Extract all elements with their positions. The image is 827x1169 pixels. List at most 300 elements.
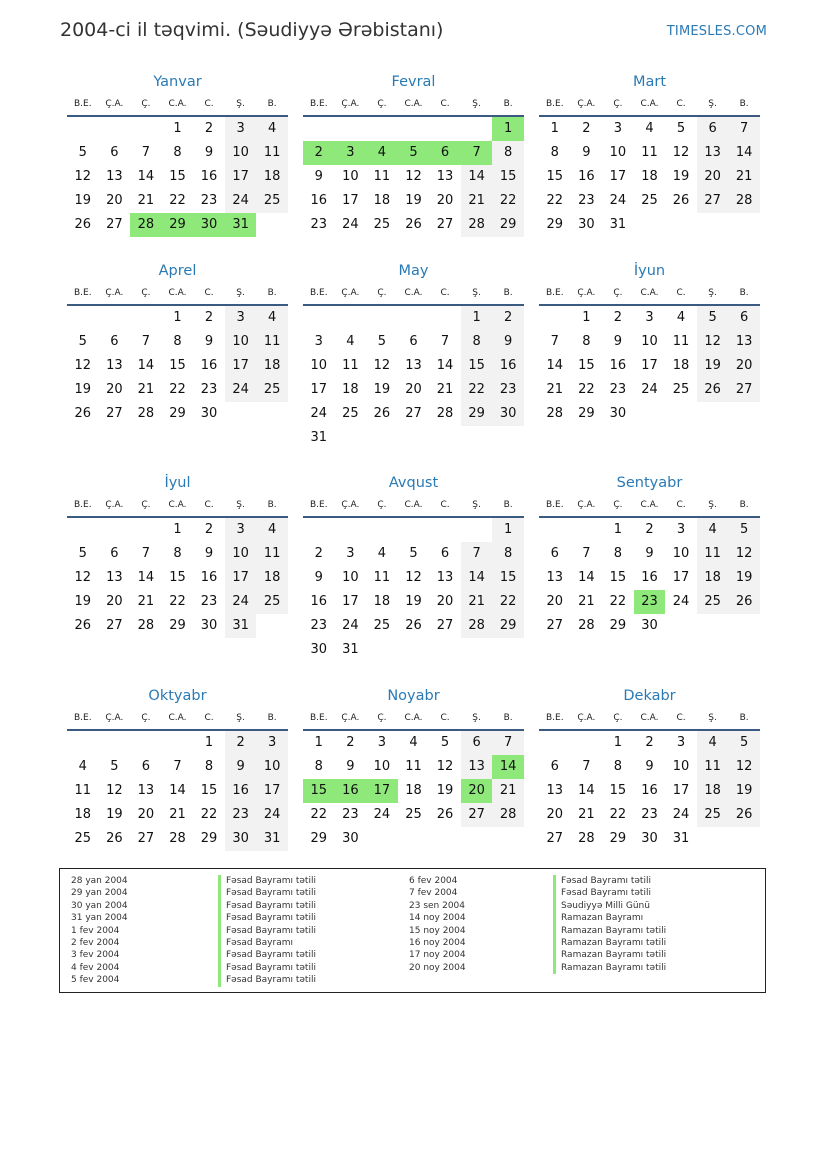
day-cell[interactable]: 19: [728, 779, 760, 803]
day-cell[interactable]: 2: [613, 310, 623, 325]
day-cell[interactable]: 28: [546, 406, 564, 421]
day-cell[interactable]: 15: [492, 566, 524, 590]
day-cell[interactable]: 10: [672, 546, 690, 561]
day-cell[interactable]: 7: [492, 731, 524, 755]
day-cell[interactable]: 1: [492, 518, 524, 542]
day-cell[interactable]: 17: [609, 169, 627, 184]
day-cell[interactable]: 5: [440, 735, 450, 750]
day-cell[interactable]: 27: [137, 831, 155, 846]
day-cell[interactable]: 20: [546, 594, 564, 609]
day-cell[interactable]: 7: [550, 334, 559, 349]
day-cell[interactable]: 10: [225, 542, 257, 566]
day-cell[interactable]: 27: [106, 406, 123, 421]
day-cell[interactable]: 4: [676, 310, 686, 325]
day-cell[interactable]: 29: [310, 831, 328, 846]
day-cell[interactable]: 10: [310, 358, 328, 373]
day-cell[interactable]: 10: [225, 141, 257, 165]
day-cell[interactable]: 9: [314, 570, 323, 585]
day-cell[interactable]: 15: [461, 354, 493, 378]
day-cell[interactable]: 11: [256, 542, 288, 566]
day-cell[interactable]: 12: [405, 570, 422, 585]
day-cell[interactable]: 11: [256, 141, 288, 165]
day-cell[interactable]: 15: [169, 358, 186, 373]
day-cell[interactable]: 7: [173, 759, 182, 774]
day-cell[interactable]: 30: [641, 831, 658, 846]
day-cell[interactable]: 14: [137, 358, 155, 373]
day-cell[interactable]: 17: [225, 165, 257, 189]
day-cell[interactable]: 2: [225, 731, 257, 755]
day-cell[interactable]: 10: [342, 570, 359, 585]
day-cell[interactable]: 31: [342, 642, 359, 657]
day-cell[interactable]: 11: [672, 334, 690, 349]
day-cell[interactable]: 26: [74, 406, 92, 421]
day-cell[interactable]: 28: [137, 406, 155, 421]
day-cell[interactable]: 19: [436, 783, 454, 798]
day-cell[interactable]: 19: [74, 382, 92, 397]
day-cell[interactable]: 24: [256, 803, 288, 827]
day-cell[interactable]: 21: [137, 193, 155, 208]
day-cell[interactable]: 22: [578, 382, 595, 397]
day-cell[interactable]: 31: [672, 831, 690, 846]
day-cell[interactable]: 25: [256, 378, 288, 402]
day-cell[interactable]: 27: [728, 378, 760, 402]
day-cell[interactable]: 26: [436, 807, 454, 822]
day-cell[interactable]: 12: [373, 358, 391, 373]
day-cell[interactable]: 17: [225, 566, 257, 590]
day-cell[interactable]: 25: [256, 189, 288, 213]
day-cell[interactable]: 13: [405, 358, 422, 373]
day-cell[interactable]: 14: [578, 570, 595, 585]
day-cell[interactable]: 21: [492, 779, 524, 803]
day-cell[interactable]: 12: [106, 783, 123, 798]
day-cell[interactable]: 19: [106, 807, 123, 822]
day-cell[interactable]: 23: [310, 217, 328, 232]
day-cell[interactable]: 26: [405, 618, 422, 633]
day-cell[interactable]: 5: [398, 141, 430, 165]
day-cell[interactable]: 24: [225, 189, 257, 213]
day-cell[interactable]: 6: [429, 141, 461, 165]
day-cell[interactable]: 1: [613, 522, 623, 537]
day-cell[interactable]: 21: [578, 807, 595, 822]
day-cell[interactable]: 29: [492, 213, 524, 237]
day-cell[interactable]: 4: [409, 735, 418, 750]
day-cell[interactable]: 6: [110, 334, 119, 349]
day-cell[interactable]: 3: [645, 310, 654, 325]
day-cell[interactable]: 5: [697, 306, 729, 330]
day-cell[interactable]: 12: [728, 755, 760, 779]
day-cell[interactable]: 27: [106, 217, 123, 232]
day-cell[interactable]: 3: [225, 518, 257, 542]
day-cell[interactable]: 28: [137, 618, 155, 633]
day-cell[interactable]: 21: [461, 590, 493, 614]
day-cell[interactable]: 16: [641, 783, 658, 798]
day-cell[interactable]: 29: [169, 406, 186, 421]
day-cell[interactable]: 6: [461, 731, 493, 755]
day-cell[interactable]: 7: [461, 542, 493, 566]
day-cell[interactable]: 25: [405, 807, 422, 822]
day-cell[interactable]: 16: [225, 779, 257, 803]
day-cell[interactable]: 26: [74, 217, 92, 232]
day-cell[interactable]: 3: [346, 546, 355, 561]
day-cell[interactable]: 31: [225, 614, 257, 638]
day-cell[interactable]: 17: [342, 594, 359, 609]
day-cell[interactable]: 28: [728, 189, 760, 213]
day-cell[interactable]: 21: [436, 382, 454, 397]
day-cell[interactable]: 3: [676, 735, 686, 750]
day-cell[interactable]: 7: [582, 759, 591, 774]
day-cell[interactable]: 1: [613, 735, 623, 750]
day-cell[interactable]: 3: [377, 735, 387, 750]
day-cell[interactable]: 15: [578, 358, 595, 373]
day-cell[interactable]: 21: [578, 594, 595, 609]
day-cell[interactable]: 18: [641, 169, 658, 184]
day-cell[interactable]: 6: [141, 759, 151, 774]
day-cell[interactable]: 13: [461, 755, 493, 779]
day-cell[interactable]: 28: [578, 831, 595, 846]
day-cell[interactable]: 15: [169, 169, 186, 184]
day-cell[interactable]: 26: [405, 217, 422, 232]
day-cell[interactable]: 28: [461, 213, 493, 237]
day-cell[interactable]: 9: [204, 145, 214, 160]
day-cell[interactable]: 21: [137, 594, 155, 609]
day-cell[interactable]: 4: [366, 141, 398, 165]
day-cell[interactable]: 12: [74, 358, 92, 373]
day-cell[interactable]: 10: [373, 759, 391, 774]
day-cell[interactable]: 24: [225, 590, 257, 614]
day-cell[interactable]: 5: [78, 334, 87, 349]
day-cell[interactable]: 3: [225, 306, 257, 330]
day-cell[interactable]: 1: [173, 310, 182, 325]
day-cell[interactable]: 8: [314, 759, 323, 774]
day-cell[interactable]: 22: [492, 189, 524, 213]
day-cell[interactable]: 13: [137, 783, 155, 798]
day-cell[interactable]: 17: [672, 783, 690, 798]
day-cell[interactable]: 4: [256, 117, 288, 141]
day-cell[interactable]: 23: [225, 803, 257, 827]
day-cell[interactable]: 19: [405, 193, 422, 208]
day-cell[interactable]: 30: [310, 642, 328, 657]
day-cell[interactable]: 24: [373, 807, 391, 822]
day-cell[interactable]: 3: [335, 141, 367, 165]
day-cell[interactable]: 11: [641, 145, 658, 160]
day-cell[interactable]: 21: [169, 807, 186, 822]
day-cell[interactable]: 8: [461, 330, 493, 354]
day-cell[interactable]: 7: [461, 141, 493, 165]
day-cell[interactable]: 31: [609, 217, 627, 232]
day-cell[interactable]: 12: [728, 542, 760, 566]
day-cell[interactable]: 16: [200, 358, 218, 373]
day-cell[interactable]: 14: [546, 358, 564, 373]
day-cell[interactable]: 5: [728, 518, 760, 542]
day-cell[interactable]: 31: [225, 213, 257, 237]
day-cell[interactable]: 25: [256, 590, 288, 614]
day-cell[interactable]: 23: [641, 807, 658, 822]
day-cell[interactable]: 3: [225, 117, 257, 141]
day-cell[interactable]: 29: [162, 213, 194, 237]
day-cell[interactable]: 14: [578, 783, 595, 798]
day-cell[interactable]: 18: [373, 193, 391, 208]
day-cell[interactable]: 22: [169, 193, 186, 208]
day-cell[interactable]: 6: [440, 546, 450, 561]
day-cell[interactable]: 4: [256, 518, 288, 542]
day-cell[interactable]: 2: [204, 310, 214, 325]
day-cell[interactable]: 7: [440, 334, 450, 349]
day-cell[interactable]: 29: [169, 618, 186, 633]
day-cell[interactable]: 7: [141, 145, 151, 160]
day-cell[interactable]: 19: [672, 169, 690, 184]
day-cell[interactable]: 28: [436, 406, 454, 421]
day-cell[interactable]: 17: [641, 358, 658, 373]
day-cell[interactable]: 2: [204, 121, 214, 136]
day-cell[interactable]: 2: [303, 141, 335, 165]
day-cell[interactable]: 11: [373, 570, 391, 585]
day-cell[interactable]: 28: [169, 831, 186, 846]
day-cell[interactable]: 6: [110, 145, 119, 160]
day-cell[interactable]: 24: [342, 618, 359, 633]
day-cell[interactable]: 14: [436, 358, 454, 373]
day-cell[interactable]: 8: [492, 542, 524, 566]
day-cell[interactable]: 19: [697, 354, 729, 378]
day-cell[interactable]: 27: [546, 831, 564, 846]
day-cell[interactable]: 16: [609, 358, 627, 373]
day-cell[interactable]: 16: [200, 169, 218, 184]
day-cell[interactable]: 19: [405, 594, 422, 609]
day-cell[interactable]: 14: [137, 169, 155, 184]
day-cell[interactable]: 24: [672, 594, 690, 609]
day-cell[interactable]: 4: [346, 334, 355, 349]
day-cell[interactable]: 14: [461, 165, 493, 189]
day-cell[interactable]: 25: [342, 406, 359, 421]
day-cell[interactable]: 2: [346, 735, 355, 750]
day-cell[interactable]: 20: [728, 354, 760, 378]
day-cell[interactable]: 27: [697, 189, 729, 213]
day-cell[interactable]: 26: [728, 803, 760, 827]
day-cell[interactable]: 14: [728, 141, 760, 165]
day-cell[interactable]: 25: [373, 618, 391, 633]
day-cell[interactable]: 6: [409, 334, 418, 349]
day-cell[interactable]: 26: [74, 618, 92, 633]
day-cell[interactable]: 13: [106, 570, 123, 585]
day-cell[interactable]: 6: [110, 546, 119, 561]
day-cell[interactable]: 20: [436, 193, 454, 208]
day-cell[interactable]: 1: [173, 121, 182, 136]
day-cell[interactable]: 17: [225, 354, 257, 378]
day-cell[interactable]: 26: [697, 378, 729, 402]
day-cell[interactable]: 13: [546, 570, 564, 585]
day-cell[interactable]: 31: [256, 827, 288, 851]
day-cell[interactable]: 22: [609, 807, 627, 822]
day-cell[interactable]: 2: [582, 121, 591, 136]
day-cell[interactable]: 18: [672, 358, 690, 373]
day-cell[interactable]: 11: [373, 169, 391, 184]
day-cell[interactable]: 26: [728, 590, 760, 614]
day-cell[interactable]: 17: [256, 779, 288, 803]
day-cell[interactable]: 23: [634, 590, 666, 614]
day-cell[interactable]: 20: [697, 165, 729, 189]
day-cell[interactable]: 29: [546, 217, 564, 232]
day-cell[interactable]: 13: [436, 570, 454, 585]
day-cell[interactable]: 6: [550, 546, 559, 561]
day-cell[interactable]: 5: [377, 334, 387, 349]
day-cell[interactable]: 30: [225, 827, 257, 851]
day-cell[interactable]: 1: [461, 306, 493, 330]
day-cell[interactable]: 16: [200, 570, 218, 585]
day-cell[interactable]: 6: [550, 759, 559, 774]
day-cell[interactable]: 2: [645, 735, 654, 750]
day-cell[interactable]: 20: [461, 779, 493, 803]
day-cell[interactable]: 1: [550, 121, 559, 136]
day-cell[interactable]: 23: [609, 382, 627, 397]
day-cell[interactable]: 24: [609, 193, 627, 208]
day-cell[interactable]: 21: [461, 189, 493, 213]
day-cell[interactable]: 27: [436, 217, 454, 232]
day-cell[interactable]: 23: [200, 594, 218, 609]
day-cell[interactable]: 3: [613, 121, 623, 136]
day-cell[interactable]: 8: [173, 145, 182, 160]
day-cell[interactable]: 13: [728, 330, 760, 354]
day-cell[interactable]: 21: [137, 382, 155, 397]
day-cell[interactable]: 4: [697, 731, 729, 755]
day-cell[interactable]: 24: [225, 378, 257, 402]
day-cell[interactable]: 17: [366, 779, 398, 803]
day-cell[interactable]: 23: [200, 193, 218, 208]
day-cell[interactable]: 27: [405, 406, 422, 421]
day-cell[interactable]: 25: [672, 382, 690, 397]
day-cell[interactable]: 11: [405, 759, 422, 774]
day-cell[interactable]: 28: [130, 213, 162, 237]
day-cell[interactable]: 13: [106, 358, 123, 373]
day-cell[interactable]: 12: [74, 570, 92, 585]
day-cell[interactable]: 12: [405, 169, 422, 184]
day-cell[interactable]: 16: [310, 193, 328, 208]
day-cell[interactable]: 3: [256, 731, 288, 755]
day-cell[interactable]: 20: [436, 594, 454, 609]
day-cell[interactable]: 11: [74, 783, 92, 798]
day-cell[interactable]: 10: [225, 330, 257, 354]
day-cell[interactable]: 15: [303, 779, 335, 803]
day-cell[interactable]: 4: [697, 518, 729, 542]
day-cell[interactable]: 29: [609, 618, 627, 633]
day-cell[interactable]: 8: [173, 546, 182, 561]
day-cell[interactable]: 1: [173, 522, 182, 537]
day-cell[interactable]: 1: [314, 735, 323, 750]
day-cell[interactable]: 26: [373, 406, 391, 421]
day-cell[interactable]: 16: [335, 779, 367, 803]
day-cell[interactable]: 23: [342, 807, 359, 822]
day-cell[interactable]: 4: [645, 121, 654, 136]
day-cell[interactable]: 12: [436, 759, 454, 774]
day-cell[interactable]: 22: [169, 382, 186, 397]
day-cell[interactable]: 4: [78, 759, 87, 774]
day-cell[interactable]: 21: [728, 165, 760, 189]
day-cell[interactable]: 23: [310, 618, 328, 633]
day-cell[interactable]: 9: [225, 755, 257, 779]
day-cell[interactable]: 20: [106, 193, 123, 208]
day-cell[interactable]: 5: [676, 121, 686, 136]
day-cell[interactable]: 13: [436, 169, 454, 184]
day-cell[interactable]: 25: [641, 193, 658, 208]
day-cell[interactable]: 30: [193, 213, 225, 237]
day-cell[interactable]: 8: [613, 546, 623, 561]
day-cell[interactable]: 1: [582, 310, 591, 325]
day-cell[interactable]: 26: [106, 831, 123, 846]
day-cell[interactable]: 2: [645, 522, 654, 537]
day-cell[interactable]: 17: [310, 382, 328, 397]
day-cell[interactable]: 25: [373, 217, 391, 232]
day-cell[interactable]: 24: [310, 406, 328, 421]
day-cell[interactable]: 30: [342, 831, 359, 846]
day-cell[interactable]: 14: [461, 566, 493, 590]
day-cell[interactable]: 17: [342, 193, 359, 208]
day-cell[interactable]: 9: [314, 169, 323, 184]
day-cell[interactable]: 9: [492, 330, 524, 354]
day-cell[interactable]: 4: [377, 546, 387, 561]
day-cell[interactable]: 22: [310, 807, 328, 822]
day-cell[interactable]: 16: [578, 169, 595, 184]
day-cell[interactable]: 22: [169, 594, 186, 609]
day-cell[interactable]: 16: [641, 570, 658, 585]
day-cell[interactable]: 7: [582, 546, 591, 561]
day-cell[interactable]: 28: [461, 614, 493, 638]
day-cell[interactable]: 7: [141, 334, 151, 349]
day-cell[interactable]: 23: [492, 378, 524, 402]
day-cell[interactable]: 22: [461, 378, 493, 402]
day-cell[interactable]: 18: [256, 165, 288, 189]
day-cell[interactable]: 20: [405, 382, 422, 397]
day-cell[interactable]: 19: [728, 566, 760, 590]
day-cell[interactable]: 9: [613, 334, 623, 349]
day-cell[interactable]: 29: [461, 402, 493, 426]
day-cell[interactable]: 30: [492, 402, 524, 426]
day-cell[interactable]: 1: [204, 735, 214, 750]
day-cell[interactable]: 25: [697, 590, 729, 614]
day-cell[interactable]: 9: [346, 759, 355, 774]
day-cell[interactable]: 29: [200, 831, 218, 846]
day-cell[interactable]: 31: [310, 430, 328, 445]
day-cell[interactable]: 6: [728, 306, 760, 330]
day-cell[interactable]: 1: [492, 117, 524, 141]
day-cell[interactable]: 27: [546, 618, 564, 633]
day-cell[interactable]: 29: [492, 614, 524, 638]
day-cell[interactable]: 19: [373, 382, 391, 397]
day-cell[interactable]: 10: [342, 169, 359, 184]
day-cell[interactable]: 13: [697, 141, 729, 165]
day-cell[interactable]: 20: [137, 807, 155, 822]
day-cell[interactable]: 21: [546, 382, 564, 397]
day-cell[interactable]: 15: [169, 570, 186, 585]
day-cell[interactable]: 30: [641, 618, 658, 633]
day-cell[interactable]: 14: [492, 755, 524, 779]
day-cell[interactable]: 18: [405, 783, 422, 798]
day-cell[interactable]: 5: [78, 546, 87, 561]
day-cell[interactable]: 2: [314, 546, 323, 561]
brand-link[interactable]: TIMESLES.COM: [666, 24, 767, 39]
day-cell[interactable]: 29: [609, 831, 627, 846]
day-cell[interactable]: 23: [200, 382, 218, 397]
day-cell[interactable]: 8: [582, 334, 591, 349]
day-cell[interactable]: 16: [492, 354, 524, 378]
day-cell[interactable]: 19: [74, 594, 92, 609]
day-cell[interactable]: 28: [578, 618, 595, 633]
day-cell[interactable]: 7: [141, 546, 151, 561]
day-cell[interactable]: 18: [342, 382, 359, 397]
day-cell[interactable]: 18: [697, 566, 729, 590]
day-cell[interactable]: 25: [74, 831, 92, 846]
day-cell[interactable]: 10: [672, 759, 690, 774]
day-cell[interactable]: 10: [641, 334, 658, 349]
day-cell[interactable]: 18: [256, 566, 288, 590]
day-cell[interactable]: 5: [78, 145, 87, 160]
